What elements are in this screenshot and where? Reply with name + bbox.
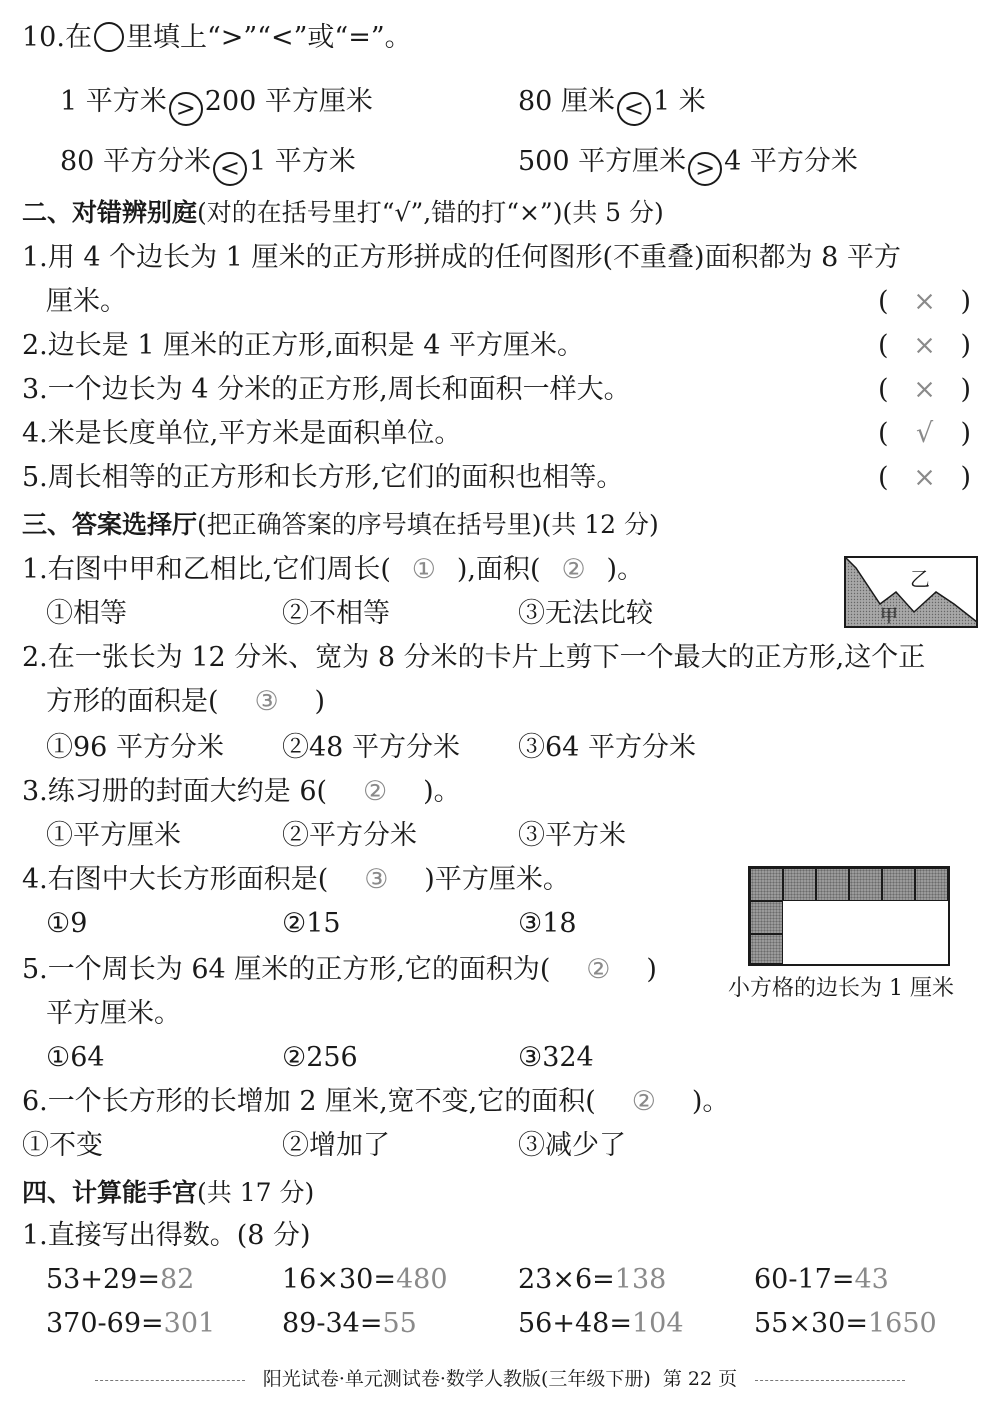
s2-q3: 3.一个边长为 4 分米的正方形,周长和面积一样大。: [22, 374, 631, 405]
section2-heading: 二、对错辨别庭(对的在括号里打“√”,错的打“×”)(共 5 分): [22, 198, 664, 227]
s3-q3-opt2: ②平方分米: [282, 820, 417, 851]
grid-cell: [882, 868, 915, 901]
s3-q1-opt3: ③无法比较: [518, 598, 653, 629]
s3-q1: 1.右图中甲和乙相比,它们周长( ① ),面积( ② )。: [22, 554, 645, 585]
s3-q4-opt1: ①9: [46, 908, 88, 939]
s3-q2-opt1: ①96 平方分米: [46, 732, 224, 763]
footer-divider: [755, 1380, 905, 1381]
s2-q1-line1: 1.用 4 个边长为 1 厘米的正方形拼成的任何图形(不重叠)面积都为 8 平方: [22, 242, 901, 273]
calc-item: 56+48=104: [518, 1308, 684, 1339]
s3-q5: 5.一个周长为 64 厘米的正方形,它的面积为( ② ): [22, 954, 657, 985]
section4-heading: 四、计算能手宫(共 17 分): [22, 1178, 315, 1207]
grid-cell: [849, 868, 882, 901]
s3-q2-opt3: ③64 平方分米: [518, 732, 696, 763]
s2-q1-answer: ( × ): [878, 286, 972, 317]
page-footer: [0, 1366, 1000, 1392]
page-number: 第 22 页: [662, 1368, 738, 1390]
footer-title: 阳光试卷·单元测试卷·数学人教版(三年级下册): [262, 1368, 651, 1390]
grid-cell: [750, 934, 783, 964]
s3-q6: 6.一个长方形的长增加 2 厘米,宽不变,它的面积( ② )。: [22, 1086, 730, 1117]
grid-cell: [816, 868, 849, 901]
s3-q3: 3.练习册的封面大约是 6( ② )。: [22, 776, 461, 807]
grid-cell: [750, 868, 783, 901]
jia-yi-figure: [844, 556, 978, 628]
calc-item: 53+29=82: [46, 1264, 195, 1295]
s3-q5-opt2: ②256: [282, 1042, 358, 1073]
s3-q1-opt2: ②不相等: [282, 598, 390, 629]
label-jia: 甲: [880, 606, 898, 627]
s3-q2-opt2: ②48 平方分米: [282, 732, 460, 763]
grid-cell: [750, 901, 783, 934]
s3-q6-opt2: ②增加了: [282, 1130, 390, 1161]
s2-q5-answer: ( × ): [878, 462, 972, 493]
s3-q4-opt2: ②15: [282, 908, 341, 939]
blank-circle-icon: [94, 22, 124, 52]
s3-q4: 4.右图中大长方形面积是( ③ )平方厘米。: [22, 864, 570, 895]
s3-q1-opt1: ①相等: [46, 598, 127, 629]
s3-q2-line1: 2.在一张长为 12 分米、宽为 8 分米的卡片上剪下一个最大的正方形,这个正: [22, 642, 926, 673]
grid-cell: [915, 868, 948, 901]
compare-circle: >: [169, 92, 203, 126]
compare-circle: <: [213, 152, 247, 186]
s3-q3-opt1: ①平方厘米: [46, 820, 181, 851]
s2-q1-line2: 厘米。: [46, 286, 127, 317]
s2-q2-answer: ( × ): [878, 330, 972, 361]
calc-item: 370-69=301: [46, 1308, 216, 1339]
s3-q4-opt3: ③18: [518, 908, 577, 939]
s2-q3-answer: ( × ): [878, 374, 972, 405]
q10-item-3: 80 平方分米 < 1 平方米: [60, 144, 356, 186]
grid-cell: [783, 868, 816, 901]
s3-q5-line2: 平方厘米。: [46, 998, 181, 1029]
s4-q1: 1.直接写出得数。(8 分): [22, 1220, 311, 1251]
s3-q6-opt1: ①不变: [22, 1130, 103, 1161]
s2-q4-answer: ( √ ): [878, 418, 972, 449]
s2-q5: 5.周长相等的正方形和长方形,它们的面积也相等。: [22, 462, 624, 493]
label-yi: 乙: [910, 567, 930, 591]
calc-item: 60-17=43: [754, 1264, 889, 1295]
compare-circle: <: [617, 92, 651, 126]
q10-title: 10.在 里填上“>”“<”或“=”。: [22, 22, 412, 53]
grid-caption: 小方格的边长为 1 厘米: [728, 976, 954, 1001]
q10-item-2: 80 厘米 < 1 米: [518, 84, 706, 126]
s3-q5-opt3: ③324: [518, 1042, 594, 1073]
s2-q2: 2.边长是 1 厘米的正方形,面积是 4 平方厘米。: [22, 330, 585, 361]
section3-heading: 三、答案选择厅(把正确答案的序号填在括号里)(共 12 分): [22, 510, 659, 539]
calc-item: 55×30=1650: [754, 1308, 937, 1339]
s3-q3-opt3: ③平方米: [518, 820, 626, 851]
footer-divider: [95, 1380, 245, 1381]
s2-q4: 4.米是长度单位,平方米是面积单位。: [22, 418, 462, 449]
calc-item: 89-34=55: [282, 1308, 417, 1339]
rectangle-grid-figure: [748, 866, 950, 966]
calc-item: 16×30=480: [282, 1264, 448, 1295]
q10-item-1: 1 平方米 > 200 平方厘米: [60, 84, 373, 126]
s3-q6-opt3: ③减少了: [518, 1130, 626, 1161]
s3-q2-line2: 方形的面积是( ③ ): [46, 686, 326, 717]
q10-item-4: 500 平方厘米 > 4 平方分米: [518, 144, 858, 186]
compare-circle: >: [688, 152, 722, 186]
calc-item: 23×6=138: [518, 1264, 667, 1295]
s3-q5-opt1: ①64: [46, 1042, 105, 1073]
